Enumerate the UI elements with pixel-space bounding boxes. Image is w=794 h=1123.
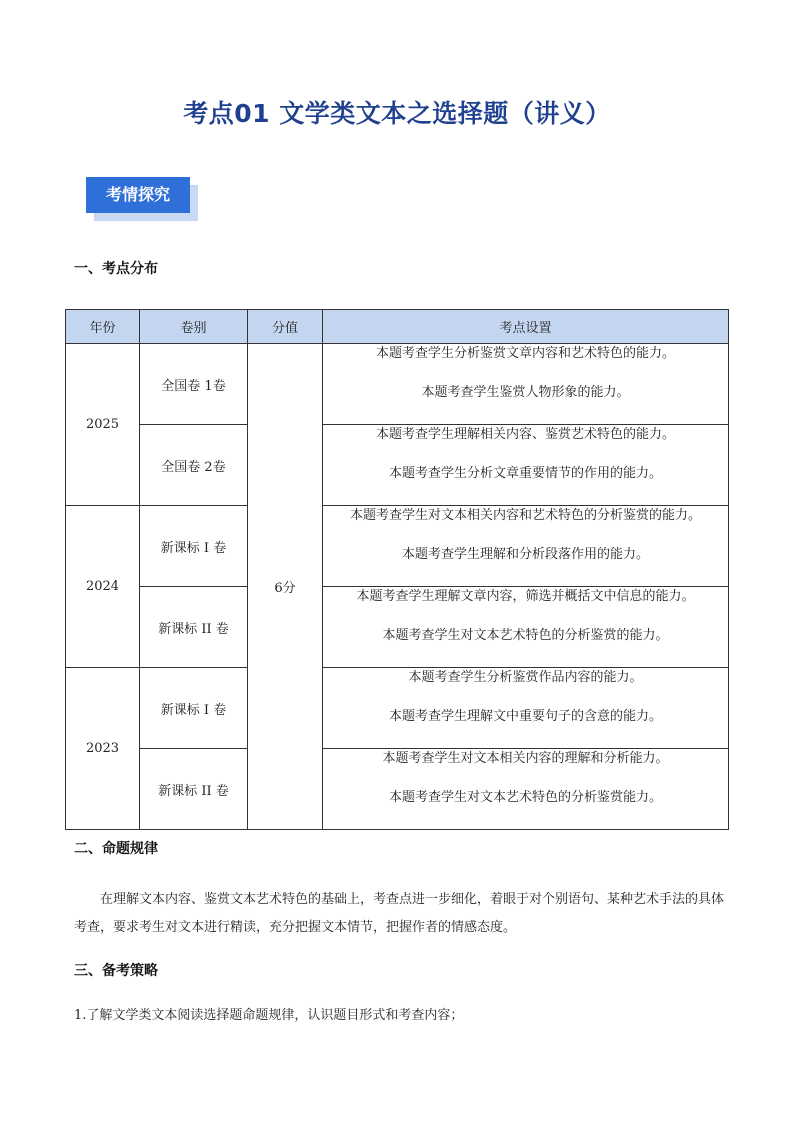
section-heading-distribution: 一、考点分布 (74, 261, 158, 277)
paper-cell: 新课标 I 卷 (140, 506, 248, 587)
paper-cell: 新课标 II 卷 (140, 587, 248, 668)
year-cell: 2024 (66, 506, 140, 668)
point-text: 本题考查学生鉴赏人物形象的能力。 (421, 385, 630, 400)
points-cell (323, 749, 729, 830)
points-cell (323, 425, 729, 506)
strategy-item: 1.了解文学类文本阅读选择题命题规律，认识题目形式和考查内容； (74, 1008, 464, 1023)
table-row (66, 668, 729, 749)
point-text: 本题考查学生理解相关内容、鉴赏艺术特色的能力。 (375, 427, 675, 442)
point-text: 本题考查学生分析鉴赏作品内容的能力。 (408, 670, 643, 685)
table-header-row (66, 310, 729, 344)
badge-label: 考情探究 (86, 177, 190, 213)
page-title: 考点01 文学类文本之选择题（讲义） (183, 99, 611, 128)
section-heading-rules: 二、命题规律 (74, 841, 158, 857)
table-row (66, 749, 729, 830)
point-text: 本题考查学生分析文章重要情节的作用的能力。 (388, 466, 662, 481)
year-cell: 2025 (66, 344, 140, 506)
point-text: 本题考查学生对文本相关内容的理解和分析能力。 (382, 751, 669, 766)
table-row (66, 425, 729, 506)
point-text: 本题考查学生理解和分析段落作用的能力。 (401, 547, 649, 562)
table-row (66, 344, 729, 425)
paper-cell: 全国卷 2卷 (140, 425, 248, 506)
section-heading-strategy: 三、备考策略 (74, 963, 158, 979)
header-paper: 卷别 (140, 310, 248, 344)
point-text: 本题考查学生对文本艺术特色的分析鉴赏能力。 (388, 790, 662, 805)
year-cell: 2023 (66, 668, 140, 830)
paper-cell: 新课标 I 卷 (140, 668, 248, 749)
header-points: 考点设置 (323, 310, 729, 344)
table-row (66, 587, 729, 668)
score-cell: 6分 (248, 344, 323, 830)
point-text: 本题考查学生分析鉴赏文章内容和艺术特色的能力。 (375, 346, 675, 361)
header-score: 分值 (248, 310, 323, 344)
point-text: 本题考查学生理解文中重要句子的含意的能力。 (388, 709, 662, 724)
paper-cell: 全国卷 1卷 (140, 344, 248, 425)
point-text: 本题考查学生对文本相关内容和艺术特色的分析鉴赏的能力。 (349, 508, 701, 523)
points-cell (323, 344, 729, 425)
section-badge (86, 177, 198, 221)
rules-paragraph: 在理解文本内容、鉴赏文本艺术特色的基础上，考查点进一步细化，着眼于对个别语句、某种艺术手法的具体考查，要求考生对文本进行精读，充分把握文本情节，把握作者的情感态度。 (74, 892, 725, 935)
header-year: 年份 (66, 310, 140, 344)
point-text: 本题考查学生理解文章内容，筛选并概括文中信息的能力。 (356, 589, 695, 604)
points-cell (323, 506, 729, 587)
points-cell (323, 668, 729, 749)
paper-cell: 新课标 II 卷 (140, 749, 248, 830)
exam-distribution-table (65, 309, 729, 830)
point-text: 本题考查学生对文本艺术特色的分析鉴赏的能力。 (382, 628, 669, 643)
table-row (66, 506, 729, 587)
points-cell (323, 587, 729, 668)
